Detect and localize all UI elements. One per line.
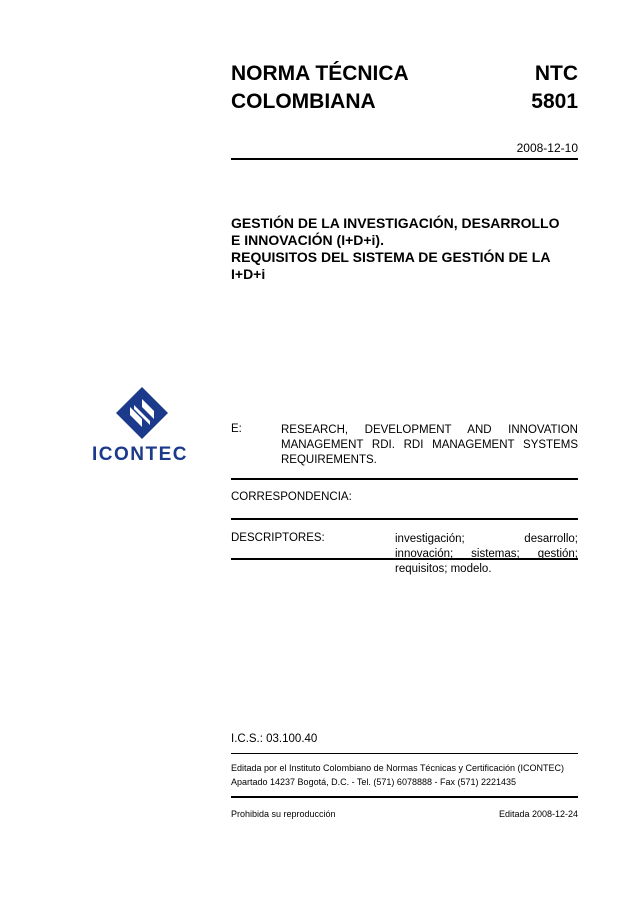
document-title-line-3: REQUISITOS DEL SISTEMA DE GESTIÓN DE LA	[231, 249, 551, 265]
standard-code	[531, 60, 578, 116]
icontec-logo-text: ICONTEC	[92, 444, 188, 465]
publisher-line-1: Editada por el Instituto Colombiano de Normas Técnicas y Certificación (ICONTEC)	[231, 763, 564, 773]
english-divider	[231, 478, 578, 480]
code-number: 5801	[531, 90, 578, 113]
icontec-logo-icon	[94, 385, 190, 441]
edition-date: Editada 2008-12-24	[498, 809, 578, 819]
title-line-1: NORMA TÉCNICA	[231, 62, 409, 85]
title-line-2: COLOMBIANA	[231, 90, 376, 113]
document-title-line-2: E INNOVACIÓN (I+D+i).	[231, 232, 384, 248]
english-title: RESEARCH, DEVELOPMENT AND INNOVATION MANAGEMENT RDI. RDI MANAGEMENT SYSTEMS REQUIREMENTS.	[281, 424, 578, 466]
ratification-date: 2008-12-10	[516, 141, 578, 155]
descriptors-label: DESCRIPTORES:	[231, 532, 325, 544]
code-prefix: NTC	[534, 62, 578, 85]
ics-divider	[231, 753, 578, 754]
english-title-label: E:	[231, 423, 242, 435]
standard-type-title	[231, 60, 409, 116]
publisher-info	[231, 761, 578, 789]
reproduction-notice: Prohibida su reproducción	[231, 809, 336, 819]
descriptors-divider	[231, 558, 578, 560]
correspondence-divider	[231, 518, 578, 520]
document-title-line-1: GESTIÓN DE LA INVESTIGACIÓN, DESARROLLO	[231, 215, 560, 231]
descriptors-text: investigación; desarrollo; innovación; sistemas; gestión; requisitos; modelo.	[395, 533, 578, 575]
header-divider	[231, 158, 578, 160]
correspondence-label: CORRESPONDENCIA:	[231, 491, 352, 503]
publisher-line-2: Apartado 14237 Bogotá, D.C. - Tel. (571) 6078888 - Fax (571) 2221435	[231, 777, 517, 787]
publisher-divider	[231, 796, 578, 798]
ics-code: I.C.S.: 03.100.40	[231, 733, 318, 745]
document-title-line-4: I+D+i	[231, 266, 266, 282]
document-title	[231, 215, 578, 283]
